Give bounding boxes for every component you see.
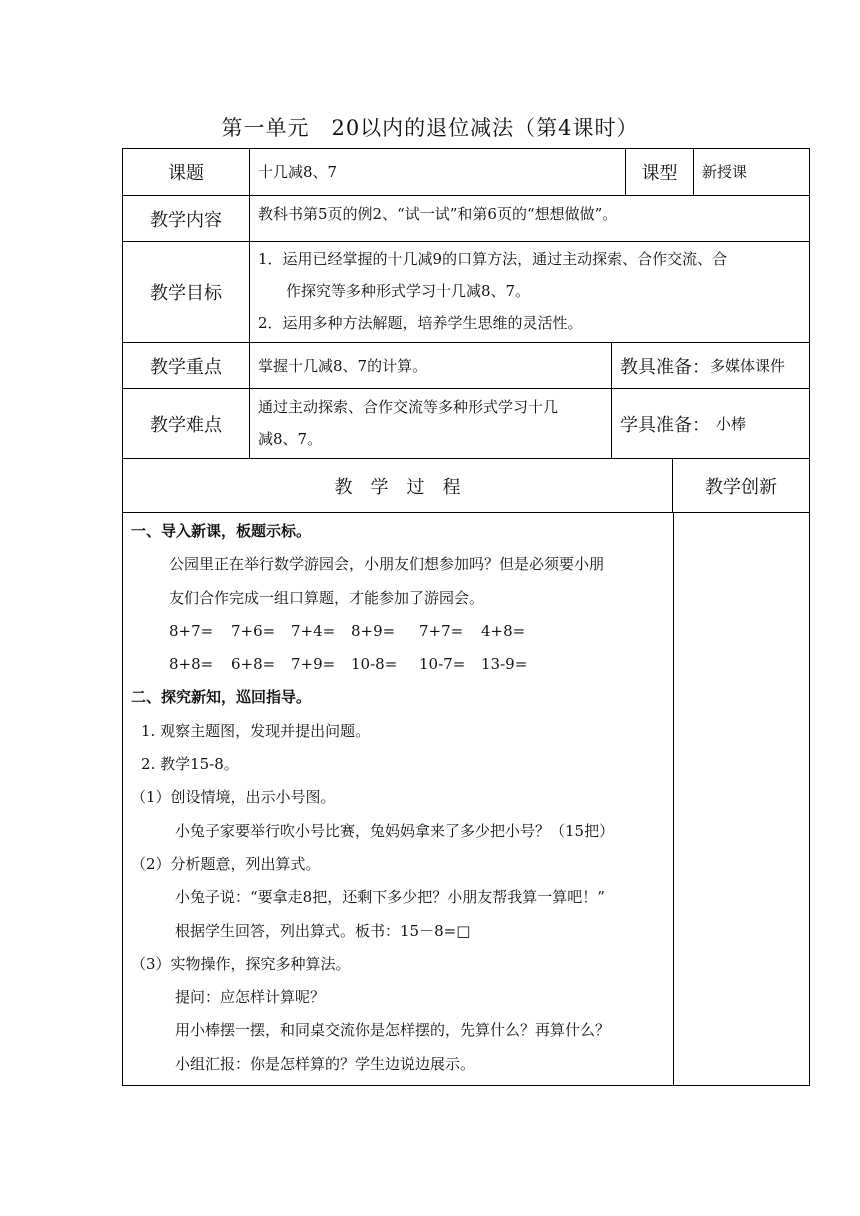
student-tools-label: 学具准备：	[620, 414, 710, 436]
lesson-plan-table	[122, 148, 810, 1086]
sub-step-3-text-1: 提问：应怎样计算呢？	[175, 988, 326, 1007]
student-tools-cell	[612, 389, 809, 458]
goal-2: 2．运用多种方法解题，培养学生思维的灵活性。	[258, 314, 583, 332]
difficulty-label: 教学难点	[123, 389, 250, 458]
process-body	[123, 513, 673, 1085]
difficulty-value	[250, 389, 612, 458]
row-content	[123, 196, 809, 242]
item-2: 2. 教学15-8。	[141, 755, 239, 774]
sub-step-1-text: 小兔子家要举行吹小号比赛，兔妈妈拿来了多少把小号？（15把）	[175, 821, 615, 840]
type-value: 新授课	[702, 163, 748, 181]
content-label: 教学内容	[123, 196, 250, 241]
goal-1-line-2: 作探究等多种形式学习十几减8、7。	[286, 282, 531, 300]
oral-math-row-2	[131, 648, 663, 681]
row-topic	[123, 149, 809, 196]
row-key	[123, 343, 809, 389]
equation: 10-8=	[351, 655, 398, 674]
sub-step-2: （2）分析题意，列出算式。	[131, 854, 321, 873]
type-label: 课型	[626, 149, 694, 195]
process-header: 教 学 过 程	[123, 459, 673, 512]
equation: 4+8=	[481, 621, 526, 640]
equation: 13-9=	[481, 655, 528, 674]
equation: 7+7=	[419, 621, 464, 640]
sub-step-3-text-2: 用小棒摆一摆，和同桌交流你是怎样摆的，先算什么？再算什么？	[175, 1021, 611, 1040]
tools-cell	[612, 343, 809, 388]
tools-value: 多媒体课件	[710, 357, 786, 375]
content-value: 教科书第5页的例2、“试一试”和第6页的“想想做做”。	[258, 205, 618, 223]
topic-value: 十几减8、7	[250, 149, 626, 195]
topic-label: 课题	[123, 149, 250, 195]
equation: 7+6=	[231, 621, 276, 640]
key-value: 掌握十几减8、7的计算。	[250, 343, 612, 388]
section-1-para-line-1: 公园里正在举行数学游园会，小朋友们想参加吗？但是必须要小朋	[169, 555, 605, 574]
difficulty-line-2: 减8、7。	[258, 430, 323, 448]
sub-step-2-text-2: 根据学生回答，列出算式。板书：15－8=□	[175, 921, 471, 940]
equation: 8+8=	[169, 655, 214, 674]
oral-math-row-1	[131, 615, 663, 648]
row-process-header	[123, 459, 809, 513]
section-1-title: 一、导入新课，板题示标。	[131, 522, 312, 540]
row-goals	[123, 242, 809, 343]
sub-step-3-text-3: 小组汇报：你是怎样算的？学生边说边展示。	[175, 1054, 476, 1073]
student-tools-value: 小棒	[716, 415, 747, 433]
row-difficulty	[123, 389, 809, 459]
key-label: 教学重点	[123, 343, 250, 388]
equation: 7+4=	[291, 621, 336, 640]
section-1-para-line-2: 友们合作完成一组口算题，才能参加了游园会。	[169, 588, 485, 607]
page-title: 第一单元 20以内的退位减法（第4课时）	[221, 116, 639, 140]
sub-step-3: （3）实物操作，探究多种算法。	[131, 954, 351, 973]
equation: 6+8=	[231, 655, 276, 674]
equation: 7+9=	[291, 655, 336, 674]
innovation-column-divider	[673, 513, 674, 1085]
goals-value	[250, 242, 809, 342]
section-2-title: 二、探究新知，巡回指导。	[131, 688, 312, 707]
sub-step-1: （1）创设情境，出示小号图。	[131, 788, 336, 807]
equation: 8+7=	[169, 621, 214, 640]
difficulty-line-1: 通过主动探索、合作交流等多种形式学习十几	[258, 398, 559, 416]
innovation-header: 教学创新	[705, 476, 777, 498]
equation: 10-7=	[419, 655, 466, 674]
goal-1-line-1: 1．运用已经掌握的十几减9的口算方法，通过主动探索、合作交流、合	[258, 250, 728, 268]
sub-step-2-text-1: 小兔子说：“要拿走8把，还剩下多少把？小朋友帮我算一算吧！”	[175, 888, 605, 907]
goals-label: 教学目标	[123, 242, 250, 342]
item-1: 1. 观察主题图，发现并提出问题。	[141, 721, 371, 740]
equation: 8+9=	[351, 621, 396, 640]
tools-label: 教具准备：	[620, 356, 710, 378]
